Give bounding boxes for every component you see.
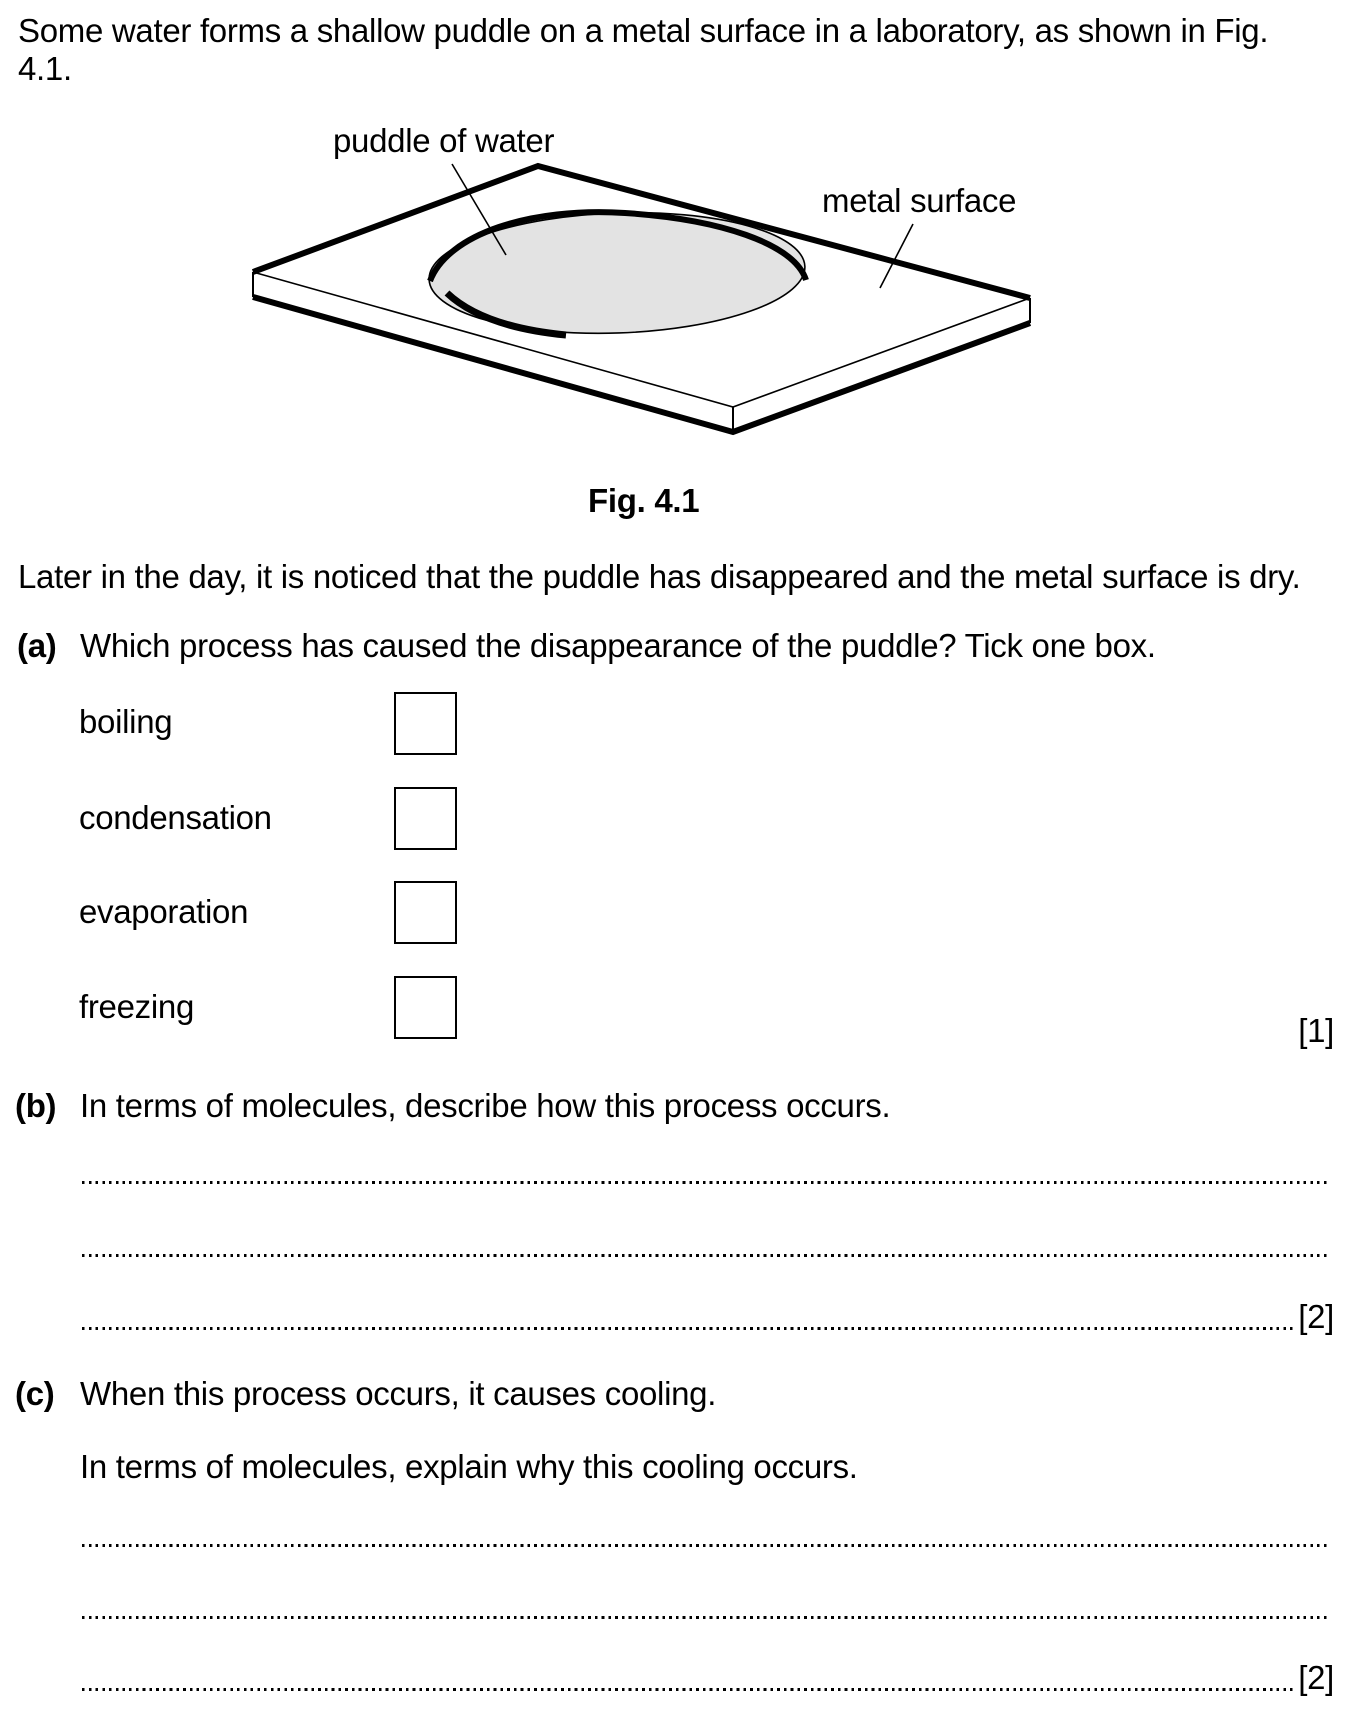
option-label-boiling: boiling <box>79 703 173 740</box>
part-c-number: (c) <box>15 1375 55 1412</box>
checkbox-boiling[interactable] <box>394 692 457 755</box>
option-label-condensation: condensation <box>79 799 272 836</box>
option-label-evaporation: evaporation <box>79 893 249 930</box>
option-label-freezing: freezing <box>79 988 195 1025</box>
observation-text: Later in the day, it is noticed that the puddle has disappeared and the metal surface is dry. <box>18 558 1301 595</box>
part-c-marks: [2] <box>1298 1659 1334 1696</box>
part-c-statement: When this process occurs, it causes cooling. <box>80 1375 717 1412</box>
part-b-marks: [2] <box>1298 1298 1334 1335</box>
part-a-question: Which process has caused the disappearance of the puddle? Tick one box. <box>80 627 1156 664</box>
metal-surface-label: metal surface <box>822 182 1017 219</box>
answer-line-c-1[interactable] <box>82 1544 1330 1547</box>
puddle-of-water-label: puddle of water <box>333 122 555 159</box>
answer-line-b-2[interactable] <box>82 1254 1330 1257</box>
figure-4-1-diagram <box>180 120 1080 450</box>
intro-text: Some water forms a shallow puddle on a metal surface in a laboratory, as shown in Fig. 4.1. <box>18 12 1269 87</box>
checkbox-condensation[interactable] <box>394 787 457 850</box>
answer-line-c-3[interactable] <box>82 1688 1296 1691</box>
answer-line-c-2[interactable] <box>82 1616 1330 1619</box>
part-b-number: (b) <box>15 1087 57 1124</box>
part-a-marks: [1] <box>1298 1012 1334 1049</box>
figure-caption: Fig. 4.1 <box>588 482 700 519</box>
part-c-question: In terms of molecules, explain why this cooling occurs. <box>80 1448 858 1485</box>
part-b-question: In terms of molecules, describe how this process occurs. <box>80 1087 891 1124</box>
answer-line-b-1[interactable] <box>82 1181 1330 1184</box>
checkbox-freezing[interactable] <box>394 976 457 1039</box>
checkbox-evaporation[interactable] <box>394 881 457 944</box>
answer-line-b-3[interactable] <box>82 1327 1296 1330</box>
part-a-number: (a) <box>17 627 57 664</box>
